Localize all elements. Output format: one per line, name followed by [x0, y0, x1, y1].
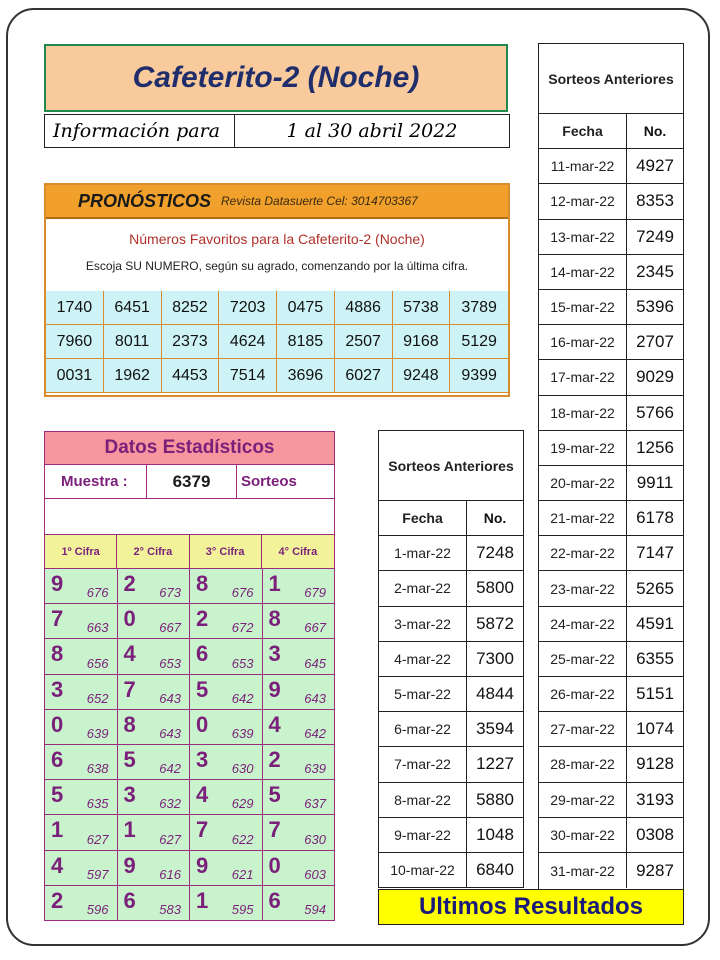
favorite-number: 8185: [277, 325, 335, 359]
cifra-digit: 3: [268, 641, 281, 667]
cifra-cell: [190, 745, 263, 780]
cifra-count: 583: [159, 901, 181, 917]
row-number: 4591: [636, 613, 674, 633]
table-row: [539, 325, 683, 360]
cifra-digit: 6: [268, 887, 281, 913]
row-fecha: 6-mar-22: [379, 712, 467, 746]
cifra-digit: 7: [196, 817, 209, 843]
row-number: 1256: [636, 437, 674, 457]
favorite-number: 0475: [277, 291, 335, 325]
cifra-cell: [118, 745, 191, 780]
cifra-cell: [45, 745, 118, 780]
cifra-count: 639: [231, 725, 254, 741]
cifra-digit: 0: [196, 711, 209, 737]
row-fecha: 1-mar-22: [379, 536, 467, 570]
cifra-digit: 3: [196, 746, 209, 772]
table-row: [539, 466, 683, 501]
cifra-grid: [44, 569, 335, 921]
row-number: 4844: [476, 684, 514, 704]
row-fecha: 16-mar-22: [539, 325, 627, 359]
table-row: [379, 783, 523, 818]
table-row: [539, 220, 683, 255]
table-row: [379, 536, 523, 571]
stats-panel: [44, 431, 335, 925]
favorite-number: 1962: [104, 359, 162, 393]
table-row: [379, 571, 523, 606]
cifra-digit: 6: [196, 641, 209, 667]
cifra-count: 643: [159, 725, 181, 741]
cifra-cell: [263, 604, 336, 639]
table-row: [539, 642, 683, 677]
favorite-number: 0031: [46, 359, 104, 393]
cifra-digit: 2: [196, 606, 209, 632]
cifra-count: 642: [231, 690, 254, 706]
cifra-digit: 8: [51, 641, 64, 667]
cifra-cell: [118, 569, 191, 604]
cifra-count: 639: [86, 725, 109, 741]
row-number: 5872: [476, 613, 514, 633]
table-row: [539, 677, 683, 712]
cifra-count: 653: [159, 655, 181, 671]
cifra-header-2: 2° Cifra: [117, 535, 189, 568]
favorite-number: 5129: [450, 325, 508, 359]
row-number: 9911: [636, 472, 674, 492]
pronosticos-panel: [44, 183, 510, 397]
table-row: [539, 712, 683, 747]
row-number: 9029: [636, 367, 674, 387]
cifra-count: 667: [304, 620, 326, 636]
cifra-cell: [118, 780, 191, 815]
cifra-cell: [263, 710, 336, 745]
row-number: 5265: [636, 578, 674, 598]
cifra-count: 595: [231, 901, 254, 917]
cifra-cell: [45, 886, 118, 921]
cifra-count: 630: [231, 761, 254, 777]
row-number: 8353: [636, 191, 674, 211]
row-fecha: 24-mar-22: [539, 607, 627, 641]
row-number: 1074: [636, 719, 674, 739]
cifra-cell: [190, 639, 263, 674]
table-row: [539, 747, 683, 782]
row-fecha: 5-mar-22: [379, 677, 467, 711]
cifra-cell: [45, 604, 118, 639]
cifra-digit: 8: [268, 606, 281, 632]
cifra-digit: 2: [51, 887, 64, 913]
row-number: 7249: [636, 226, 674, 246]
row-number: 9287: [636, 860, 674, 880]
table-row: [539, 431, 683, 466]
favorite-number: 6451: [104, 291, 162, 325]
pronosticos-header: [46, 185, 508, 219]
row-number: 2345: [636, 261, 674, 281]
row-number: 5766: [636, 402, 674, 422]
cifra-cell: [190, 851, 263, 886]
row-fecha: 20-mar-22: [539, 466, 627, 500]
cifra-count: 621: [231, 866, 254, 882]
cifra-count: 652: [86, 690, 109, 706]
cifra-count: 672: [231, 620, 254, 636]
cifra-cell: [45, 851, 118, 886]
cifra-digit: 8: [196, 571, 209, 596]
ultimos-resultados-banner: Ultimos Resultados: [378, 889, 684, 925]
row-fecha: 19-mar-22: [539, 431, 627, 465]
cifra-digit: 4: [268, 711, 281, 737]
cifra-count: 629: [231, 796, 254, 812]
table-row: [379, 818, 523, 853]
cifra-digit: 5: [268, 782, 281, 808]
cifra-count: 635: [86, 796, 109, 812]
cifra-count: 627: [159, 831, 181, 847]
row-fecha: 29-mar-22: [539, 783, 627, 817]
row-fecha: 28-mar-22: [539, 747, 627, 781]
cifra-digit: 6: [51, 746, 64, 772]
row-fecha: 10-mar-22: [379, 853, 467, 888]
stats-title: Datos Estadísticos: [44, 431, 335, 465]
table-row: [539, 607, 683, 642]
cifra-count: 638: [86, 761, 109, 777]
cifra-cell: [190, 886, 263, 921]
row-number: 5396: [636, 297, 674, 317]
favorite-number: 8252: [162, 291, 220, 325]
row-fecha: 22-mar-22: [539, 536, 627, 570]
row-number: 3594: [476, 719, 514, 739]
row-number: 5800: [476, 578, 514, 598]
favorite-number: 8011: [104, 325, 162, 359]
cifra-count: 603: [304, 866, 326, 882]
cifra-cell: [190, 780, 263, 815]
cifra-digit: 1: [268, 571, 281, 596]
favorite-number: 4886: [335, 291, 393, 325]
cifra-count: 656: [86, 655, 109, 671]
sorteos-table-right: [538, 43, 684, 890]
cifra-digit: 8: [123, 711, 136, 737]
favorite-number: 9399: [450, 359, 508, 393]
cifra-digit: 2: [123, 571, 136, 596]
table-row: [379, 642, 523, 677]
cifra-digit: 4: [51, 852, 64, 878]
cifra-digit: 3: [123, 782, 136, 808]
row-number: 5880: [476, 789, 514, 809]
pronosticos-source: Revista Datasuerte Cel: 3014703367: [221, 194, 418, 208]
cifra-count: 597: [86, 866, 109, 882]
favoritos-label: Números Favoritos para la Cafeterito-2 (Noche): [129, 231, 425, 247]
cifra-count: 639: [304, 761, 326, 777]
table-row: [539, 536, 683, 571]
cifra-cell: [118, 851, 191, 886]
cifra-digit: 5: [123, 746, 136, 772]
cifra-cell: [263, 675, 336, 710]
cifra-cell: [263, 780, 336, 815]
title-banner: [44, 44, 508, 112]
row-number: 7248: [476, 543, 514, 563]
table-row: [379, 677, 523, 712]
row-fecha: 25-mar-22: [539, 642, 627, 676]
cifra-digit: 2: [268, 746, 281, 772]
cifra-count: 676: [231, 585, 254, 601]
info-period: 1 al 30 abril 2022: [286, 120, 458, 142]
favorite-number: 6027: [335, 359, 393, 393]
table-row: [539, 184, 683, 219]
cifra-count: 642: [159, 761, 181, 777]
info-row: [44, 114, 510, 148]
cifra-cell: [45, 710, 118, 745]
favorite-number: 3789: [450, 291, 508, 325]
cifra-digit: 0: [123, 606, 136, 632]
cifra-digit: 4: [123, 641, 136, 667]
row-fecha: 15-mar-22: [539, 290, 627, 324]
cifra-count: 622: [231, 831, 254, 847]
sorteos-title-left: Sorteos Anteriores: [379, 431, 523, 501]
cifra-cell: [190, 675, 263, 710]
favorite-numbers-grid: [46, 291, 508, 393]
cifra-digit: 3: [51, 676, 64, 702]
favorite-number: 5738: [393, 291, 451, 325]
favorite-number: 2373: [162, 325, 220, 359]
cifra-count: 637: [304, 796, 326, 812]
cifra-cell: [190, 604, 263, 639]
sorteos-table-left: [378, 430, 524, 888]
row-number: 1048: [476, 824, 514, 844]
cifra-count: 596: [86, 901, 109, 917]
cifra-count: 642: [304, 725, 326, 741]
cifra-digit: 1: [196, 887, 209, 913]
row-fecha: 11-mar-22: [539, 149, 627, 183]
instruccion-text: Escoja SU NUMERO, según su agrado, comenzando por la última cifra.: [85, 259, 469, 273]
row-number: 5151: [636, 684, 674, 704]
muestra-row: [44, 465, 335, 499]
muestra-value: 6379: [147, 465, 237, 498]
table-row: [539, 571, 683, 606]
favorite-number: 7203: [219, 291, 277, 325]
pronosticos-title: PRONÓSTICOS: [78, 190, 212, 211]
row-fecha: 13-mar-22: [539, 220, 627, 254]
cifra-cell: [263, 569, 336, 604]
cifra-digit: 7: [51, 606, 64, 632]
row-number: 2707: [636, 332, 674, 352]
row-fecha: 27-mar-22: [539, 712, 627, 746]
favorite-number: 4624: [219, 325, 277, 359]
favorite-number: 2507: [335, 325, 393, 359]
col-fecha: Fecha: [539, 114, 627, 148]
favorite-number: 4453: [162, 359, 220, 393]
row-fecha: 31-mar-22: [539, 853, 627, 888]
row-fecha: 26-mar-22: [539, 677, 627, 711]
cifra-digit: 9: [51, 571, 64, 596]
row-number: 6840: [476, 860, 514, 880]
row-fecha: 7-mar-22: [379, 747, 467, 781]
table-row: [379, 607, 523, 642]
cifra-digit: 5: [196, 676, 209, 702]
cifra-header-3: 3° Cifra: [190, 535, 262, 568]
cifra-cell: [118, 604, 191, 639]
table-row: [539, 501, 683, 536]
row-number: 6355: [636, 648, 674, 668]
table-row: [539, 360, 683, 395]
row-fecha: 21-mar-22: [539, 501, 627, 535]
cifra-cell: [45, 780, 118, 815]
cifra-count: 653: [231, 655, 254, 671]
favorite-number: 3696: [277, 359, 335, 393]
table-header-row: [379, 501, 523, 536]
row-fecha: 30-mar-22: [539, 818, 627, 852]
cifra-count: 645: [304, 655, 326, 671]
cifra-cell: [190, 569, 263, 604]
row-fecha: 17-mar-22: [539, 360, 627, 394]
col-fecha: Fecha: [379, 501, 467, 535]
cifra-count: 594: [304, 901, 326, 917]
cifra-digit: 9: [196, 852, 209, 878]
col-no: No.: [483, 510, 507, 527]
table-row: [379, 747, 523, 782]
table-row: [379, 712, 523, 747]
row-fecha: 23-mar-22: [539, 571, 627, 605]
row-number: 6178: [636, 508, 674, 528]
table-row: [539, 783, 683, 818]
table-row: [539, 255, 683, 290]
cifra-cell: [263, 851, 336, 886]
row-number: 0308: [636, 824, 674, 844]
cifra-cell: [263, 745, 336, 780]
cifra-header-4: 4° Cifra: [262, 535, 334, 568]
favorite-number: 7960: [46, 325, 104, 359]
row-fecha: 8-mar-22: [379, 783, 467, 817]
favorite-number: 9248: [393, 359, 451, 393]
info-label: Información para: [45, 115, 235, 147]
cifra-cell: [45, 569, 118, 604]
row-number: 7300: [476, 648, 514, 668]
cifra-cell: [263, 886, 336, 921]
cifra-count: 643: [159, 690, 181, 706]
favorite-number: 1740: [46, 291, 104, 325]
row-fecha: 18-mar-22: [539, 396, 627, 430]
col-no: No.: [643, 123, 667, 140]
cifra-count: 679: [304, 585, 326, 601]
cifra-digit: 9: [268, 676, 281, 702]
cifra-cell: [118, 886, 191, 921]
row-fecha: 3-mar-22: [379, 607, 467, 641]
page-title: Cafeterito-2 (Noche): [132, 61, 420, 94]
row-fecha: 12-mar-22: [539, 184, 627, 218]
cifra-cell: [263, 639, 336, 674]
row-number: 9128: [636, 754, 674, 774]
cifra-digit: 1: [123, 817, 136, 843]
table-row: [539, 290, 683, 325]
row-number: 7147: [636, 543, 674, 563]
cifra-digit: 6: [123, 887, 136, 913]
table-row: [539, 149, 683, 184]
table-header-row: [539, 114, 683, 149]
cifra-count: 630: [304, 831, 326, 847]
cifra-header-1: 1º Cifra: [45, 535, 117, 568]
cifra-count: 667: [159, 620, 181, 636]
cifra-digit: 5: [51, 782, 64, 808]
table-row: [539, 818, 683, 853]
row-fecha: 14-mar-22: [539, 255, 627, 289]
row-fecha: 9-mar-22: [379, 818, 467, 852]
row-number: 3193: [636, 789, 674, 809]
row-number: 1227: [476, 754, 514, 774]
cifra-cell: [45, 675, 118, 710]
cifra-count: 632: [159, 796, 181, 812]
muestra-label: Muestra :: [45, 465, 147, 498]
table-row: [539, 396, 683, 431]
stats-blank-row: [44, 499, 335, 535]
cifra-cell: [118, 815, 191, 850]
favorite-number: 9168: [393, 325, 451, 359]
cifra-digit: 0: [268, 852, 281, 878]
cifra-cell: [45, 639, 118, 674]
cifra-cell: [190, 710, 263, 745]
favorite-number: 7514: [219, 359, 277, 393]
sorteos-title-right: Sorteos Anteriores: [539, 44, 683, 114]
cifra-cell: [45, 815, 118, 850]
cifra-header: [44, 535, 335, 569]
cifra-cell: [118, 710, 191, 745]
cifra-cell: [118, 675, 191, 710]
cifra-digit: 0: [51, 711, 64, 737]
row-fecha: 2-mar-22: [379, 571, 467, 605]
cifra-digit: 1: [51, 817, 64, 843]
table-row: [539, 853, 683, 888]
cifra-cell: [263, 815, 336, 850]
cifra-count: 627: [86, 831, 109, 847]
table-row: [379, 853, 523, 888]
cifra-digit: 9: [123, 852, 136, 878]
cifra-count: 616: [159, 866, 181, 882]
cifra-count: 676: [86, 585, 109, 601]
row-number: 4927: [636, 156, 674, 176]
cifra-count: 673: [159, 585, 181, 601]
cifra-digit: 7: [123, 676, 136, 702]
cifra-digit: 4: [196, 782, 209, 808]
cifra-cell: [190, 815, 263, 850]
row-fecha: 4-mar-22: [379, 642, 467, 676]
cifra-cell: [118, 639, 191, 674]
cifra-digit: 7: [268, 817, 281, 843]
cifra-count: 643: [304, 690, 326, 706]
cifra-count: 663: [86, 620, 109, 636]
sorteos-label: Sorteos: [241, 473, 297, 490]
